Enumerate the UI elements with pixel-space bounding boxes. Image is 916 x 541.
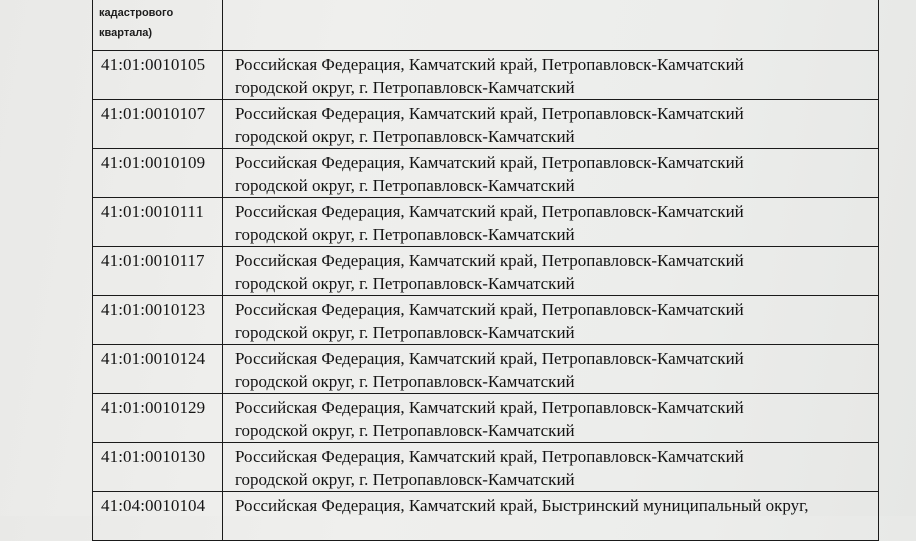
header-cell-number	[93, 0, 223, 51]
address-line: городской округ, г. Петропавловск-Камчатский	[235, 78, 575, 97]
table-row	[93, 394, 879, 443]
address-cell	[223, 149, 878, 197]
address-line: городской округ, г. Петропавловск-Камчатский	[235, 127, 575, 146]
cadastral-number: 41:01:0010105	[101, 55, 206, 74]
document-sheet	[92, 0, 878, 516]
address-cell	[223, 296, 878, 344]
address-cell	[223, 247, 878, 295]
address-line: городской округ, г. Петропавловск-Камчатский	[235, 421, 575, 440]
address-line: Российская Федерация, Камчатский край, Петропавловск-Камчатский	[235, 202, 744, 221]
address-line: городской округ, г. Петропавловск-Камчатский	[235, 225, 575, 244]
address-line: городской округ, г. Петропавловск-Камчатский	[235, 323, 575, 342]
address-cell	[223, 100, 878, 148]
table-row	[93, 51, 879, 100]
table-header-row	[93, 0, 879, 51]
address-line: Российская Федерация, Камчатский край, Петропавловск-Камчатский	[235, 153, 744, 172]
cadastral-number: 41:01:0010129	[101, 398, 206, 417]
address-cell	[223, 51, 878, 99]
table-row	[93, 149, 879, 198]
address-line: городской округ, г. Петропавловск-Камчатский	[235, 470, 575, 489]
cadastral-number: 41:01:0010130	[101, 447, 206, 466]
address-line: Российская Федерация, Камчатский край, Петропавловск-Камчатский	[235, 398, 744, 417]
cadastral-number: 41:01:0010124	[101, 349, 206, 368]
cadastral-number: 41:04:0010104	[101, 496, 206, 515]
table-row	[93, 345, 879, 394]
address-line: Российская Федерация, Камчатский край, Петропавловск-Камчатский	[235, 447, 744, 466]
table-row	[93, 492, 879, 541]
address-cell	[223, 443, 878, 491]
address-line: Российская Федерация, Камчатский край, Петропавловск-Камчатский	[235, 300, 744, 319]
header-cell-address	[223, 0, 879, 51]
address-line: Российская Федерация, Камчатский край, Петропавловск-Камчатский	[235, 251, 744, 270]
header-line: квартала)	[99, 27, 153, 39]
cadastral-number: 41:01:0010123	[101, 300, 206, 319]
address-cell	[223, 394, 878, 442]
table-row	[93, 198, 879, 247]
address-line: городской округ, г. Петропавловск-Камчатский	[235, 274, 575, 293]
header-line: кадастрового	[99, 7, 174, 19]
cadastral-number: 41:01:0010107	[101, 104, 206, 123]
address-line: Российская Федерация, Камчатский край, Петропавловск-Камчатский	[235, 104, 744, 123]
table-row	[93, 247, 879, 296]
address-cell	[223, 198, 878, 246]
table-row	[93, 296, 879, 345]
address-line: городской округ, г. Петропавловск-Камчатский	[235, 176, 575, 195]
address-line: Российская Федерация, Камчатский край, Петропавловск-Камчатский	[235, 349, 744, 368]
address-line: Российская Федерация, Камчатский край, Быстринский муниципальный округ,	[235, 496, 809, 515]
table-row	[93, 100, 879, 149]
address-line: городской округ, г. Петропавловск-Камчатский	[235, 372, 575, 391]
address-cell	[223, 492, 878, 517]
cadastral-number: 41:01:0010111	[101, 202, 204, 221]
table-row	[93, 443, 879, 492]
address-line: Российская Федерация, Камчатский край, Петропавловск-Камчатский	[235, 55, 744, 74]
cadastral-number: 41:01:0010109	[101, 153, 206, 172]
address-cell	[223, 345, 878, 393]
cadastral-table	[92, 0, 879, 541]
cadastral-number: 41:01:0010117	[101, 251, 205, 270]
